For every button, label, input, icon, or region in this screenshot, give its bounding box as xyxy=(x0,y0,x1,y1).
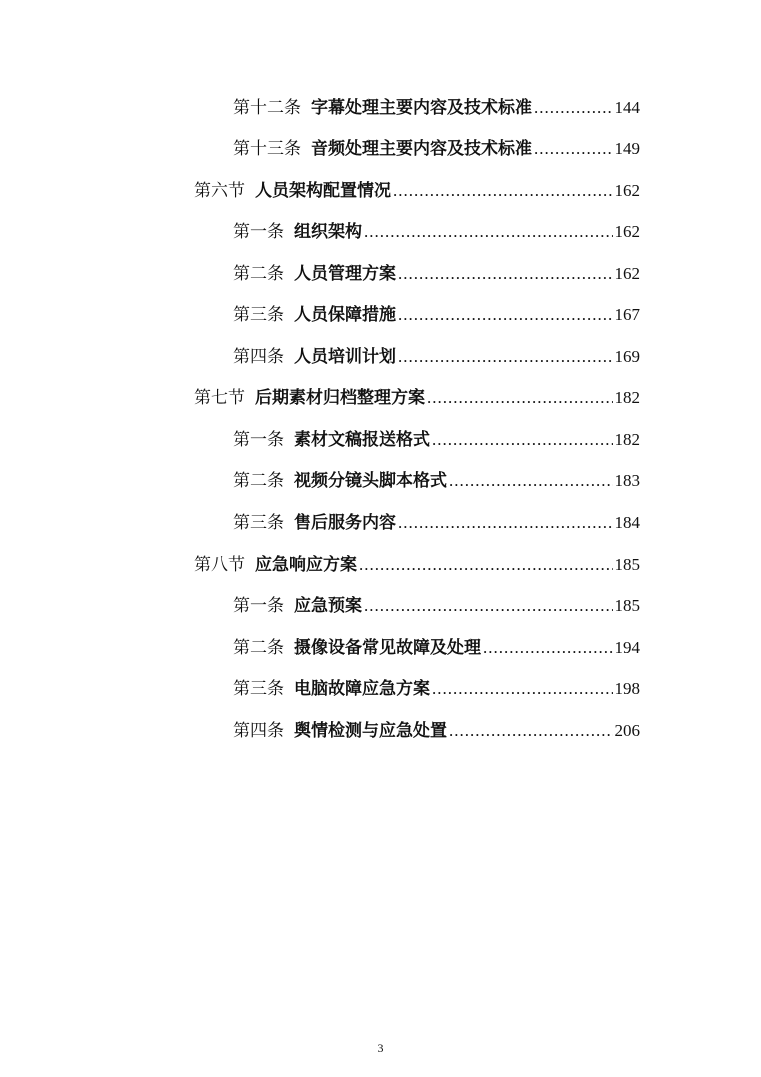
toc-entry-page: 167 xyxy=(614,305,640,324)
toc-entry-number: 第八节 xyxy=(194,555,245,575)
toc-entry[interactable] xyxy=(233,220,640,244)
toc-entry-page: 182 xyxy=(614,430,640,449)
dot-leader xyxy=(483,636,613,660)
toc-entry-title: 摄像设备常见故障及处理 xyxy=(294,638,481,658)
toc-entry[interactable] xyxy=(233,262,640,286)
dot-leader xyxy=(432,428,613,452)
toc-entry-number: 第十二条 xyxy=(233,98,301,118)
toc-entry-title: 字幕处理主要内容及技术标准 xyxy=(311,98,532,118)
toc-entry-title: 舆情检测与应急处置 xyxy=(294,721,447,741)
toc-entry-title: 人员培训计划 xyxy=(294,347,396,367)
toc-entry-title: 素材文稿报送格式 xyxy=(294,430,430,450)
toc-entry-page: 194 xyxy=(614,638,640,657)
dot-leader xyxy=(393,179,613,203)
toc-entry-page: 185 xyxy=(614,555,640,574)
toc-entry-title: 音频处理主要内容及技术标准 xyxy=(311,139,532,159)
toc-entry-number: 第一条 xyxy=(233,596,284,616)
toc-entry-page: 184 xyxy=(614,513,640,532)
toc-entry-page: 162 xyxy=(614,181,640,200)
dot-leader xyxy=(398,303,613,327)
toc-entry-title: 售后服务内容 xyxy=(294,513,396,533)
page-number: 3 xyxy=(377,1041,384,1055)
dot-leader xyxy=(364,220,613,244)
dot-leader xyxy=(534,96,613,120)
toc-entry-title: 人员保障措施 xyxy=(294,305,396,325)
toc-entry-title: 人员架构配置情况 xyxy=(255,181,391,201)
dot-leader xyxy=(449,469,613,493)
dot-leader xyxy=(449,719,613,743)
dot-leader xyxy=(364,594,613,618)
toc-entry-title: 视频分镜头脚本格式 xyxy=(294,471,447,491)
toc-entry-number: 第十三条 xyxy=(233,139,301,159)
toc-entry[interactable] xyxy=(194,553,640,577)
dot-leader xyxy=(359,553,613,577)
toc-entry[interactable] xyxy=(233,677,640,701)
toc-entry-number: 第一条 xyxy=(233,222,284,242)
toc-entry-number: 第七节 xyxy=(194,388,245,408)
toc-entry[interactable] xyxy=(233,636,640,660)
toc-entry-number: 第二条 xyxy=(233,264,284,284)
toc-entry-page: 198 xyxy=(614,679,640,698)
toc-entry-page: 149 xyxy=(614,139,640,158)
toc-entry-page: 144 xyxy=(614,98,640,117)
toc-entry-title: 电脑故障应急方案 xyxy=(294,679,430,699)
toc-entry-title: 人员管理方案 xyxy=(294,264,396,284)
dot-leader xyxy=(398,262,613,286)
toc-entry-number: 第三条 xyxy=(233,513,284,533)
toc-entry-number: 第三条 xyxy=(233,679,284,699)
toc-entry-number: 第四条 xyxy=(233,721,284,741)
toc-entry-number: 第二条 xyxy=(233,471,284,491)
toc-entry[interactable] xyxy=(233,594,640,618)
toc-entry-number: 第四条 xyxy=(233,347,284,367)
toc-entry[interactable] xyxy=(233,511,640,535)
dot-leader xyxy=(427,386,613,410)
toc-entry-title: 组织架构 xyxy=(294,222,362,242)
toc-entry-page: 182 xyxy=(614,388,640,407)
toc-entry[interactable] xyxy=(233,719,640,743)
toc-entry[interactable] xyxy=(233,469,640,493)
toc-entry[interactable] xyxy=(233,96,640,120)
toc-entry-number: 第一条 xyxy=(233,430,284,450)
toc-entry-page: 169 xyxy=(614,347,640,366)
toc-entry-page: 183 xyxy=(614,471,640,490)
toc-entry-number: 第三条 xyxy=(233,305,284,325)
toc-entry-page: 185 xyxy=(614,596,640,615)
toc-entry[interactable] xyxy=(233,137,640,161)
toc-entry-page: 162 xyxy=(614,264,640,283)
toc-entry[interactable] xyxy=(194,386,640,410)
toc-entry[interactable] xyxy=(233,303,640,327)
toc-entry-title: 应急响应方案 xyxy=(255,555,357,575)
toc-entry-page: 162 xyxy=(614,222,640,241)
dot-leader xyxy=(398,345,613,369)
toc-entry[interactable] xyxy=(233,345,640,369)
toc-entry[interactable] xyxy=(194,179,640,203)
toc-entry-title: 应急预案 xyxy=(294,596,362,616)
toc-entry[interactable] xyxy=(233,428,640,452)
toc-entry-number: 第二条 xyxy=(233,638,284,658)
toc-entry-number: 第六节 xyxy=(194,181,245,201)
dot-leader xyxy=(398,511,613,535)
dot-leader xyxy=(534,137,613,161)
toc-entry-page: 206 xyxy=(614,721,640,740)
toc-entry-title: 后期素材归档整理方案 xyxy=(255,388,425,408)
dot-leader xyxy=(432,677,613,701)
